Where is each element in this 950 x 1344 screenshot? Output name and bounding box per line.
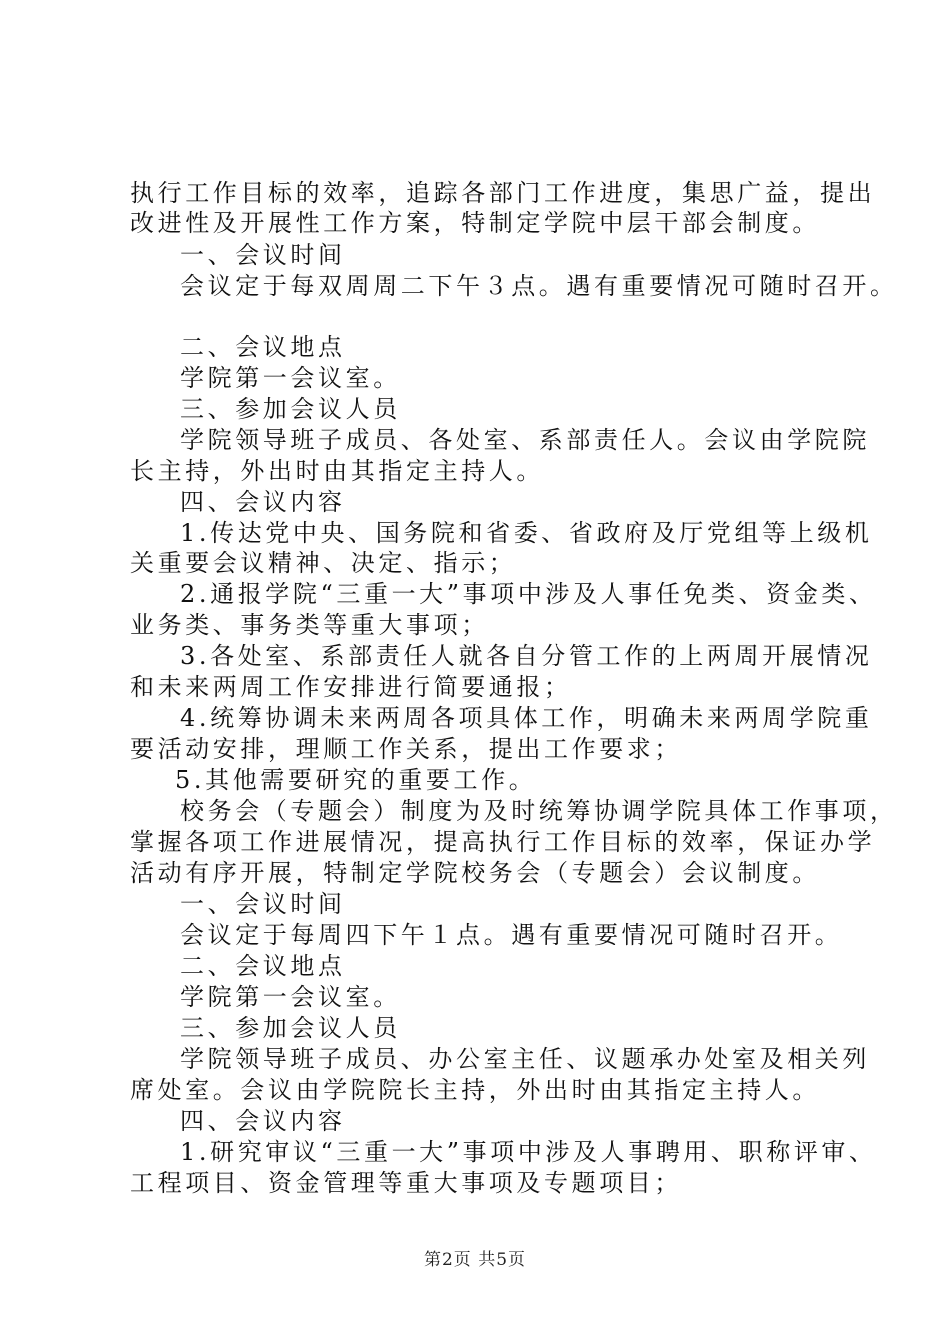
section-heading: 二、会议地点 — [180, 952, 346, 980]
section-heading: 一、会议时间 — [180, 241, 346, 269]
list-item: 1.研究审议“三重一大”事项中涉及人事聘用、职称评审、 — [180, 1138, 877, 1166]
paragraph-line: 会议定于每周四下午１点。遇有重要情况可随时召开。 — [180, 921, 843, 949]
list-item-continuation: 和未来两周工作安排进行简要通报； — [130, 673, 572, 701]
paragraph-line: 学院第一会议室。 — [180, 364, 401, 392]
paragraph-line: 席处室。会议由学院院长主持，外出时由其指定主持人。 — [130, 1076, 820, 1104]
list-item: 1.传达党中央、国务院和省委、省政府及厅党组等上级机 — [180, 519, 873, 547]
section-heading: 一、会议时间 — [180, 890, 346, 918]
section-heading: 四、会议内容 — [180, 488, 346, 516]
paragraph-line: 长主持，外出时由其指定主持人。 — [130, 457, 544, 485]
section-heading: 三、参加会议人员 — [180, 395, 401, 423]
paragraph-line: 学院领导班子成员、各处室、系部责任人。会议由学院院 — [180, 426, 870, 454]
list-item-continuation: 要活动安排，理顺工作关系，提出工作要求； — [130, 735, 682, 763]
paragraph-line: 学院第一会议室。 — [180, 983, 401, 1011]
list-item-continuation: 业务类、事务类等重大事项； — [130, 611, 489, 639]
paragraph-line: 掌握各项工作进展情况，提高执行工作目标的效率，保证办学 — [130, 828, 876, 856]
paragraph-line: 校务会（专题会）制度为及时统筹协调学院具体工作事项， — [180, 797, 898, 825]
paragraph-line: 活动有序开展，特制定学院校务会（专题会）会议制度。 — [130, 859, 820, 887]
list-item: 5.其他需要研究的重要工作。 — [175, 766, 537, 794]
paragraph-line: 改进性及开展性工作方案，特制定学院中层干部会制度。 — [130, 209, 820, 237]
list-item-continuation: 关重要会议精神、决定、指示； — [130, 549, 517, 577]
paragraph-line: 学院领导班子成员、办公室主任、议题承办处室及相关列 — [180, 1045, 870, 1073]
list-item: 4.统筹协调未来两周各项具体工作，明确未来两周学院重 — [180, 704, 873, 732]
list-item-continuation: 工程项目、资金管理等重大事项及专题项目； — [130, 1169, 682, 1197]
section-heading: 四、会议内容 — [180, 1107, 346, 1135]
list-item: 3.各处室、系部责任人就各自分管工作的上两周开展情况 — [180, 642, 873, 670]
page-number-footer: 第2页 共5页 — [423, 1250, 527, 1270]
section-heading: 二、会议地点 — [180, 333, 346, 361]
list-item: 2.通报学院“三重一大”事项中涉及人事任免类、资金类、 — [180, 580, 877, 608]
paragraph-line: 执行工作目标的效率，追踪各部门工作进度，集思广益，提出 — [130, 179, 876, 207]
section-heading: 三、参加会议人员 — [180, 1014, 401, 1042]
paragraph-line: 会议定于每双周周二下午３点。遇有重要情况可随时召开。 — [180, 272, 898, 300]
